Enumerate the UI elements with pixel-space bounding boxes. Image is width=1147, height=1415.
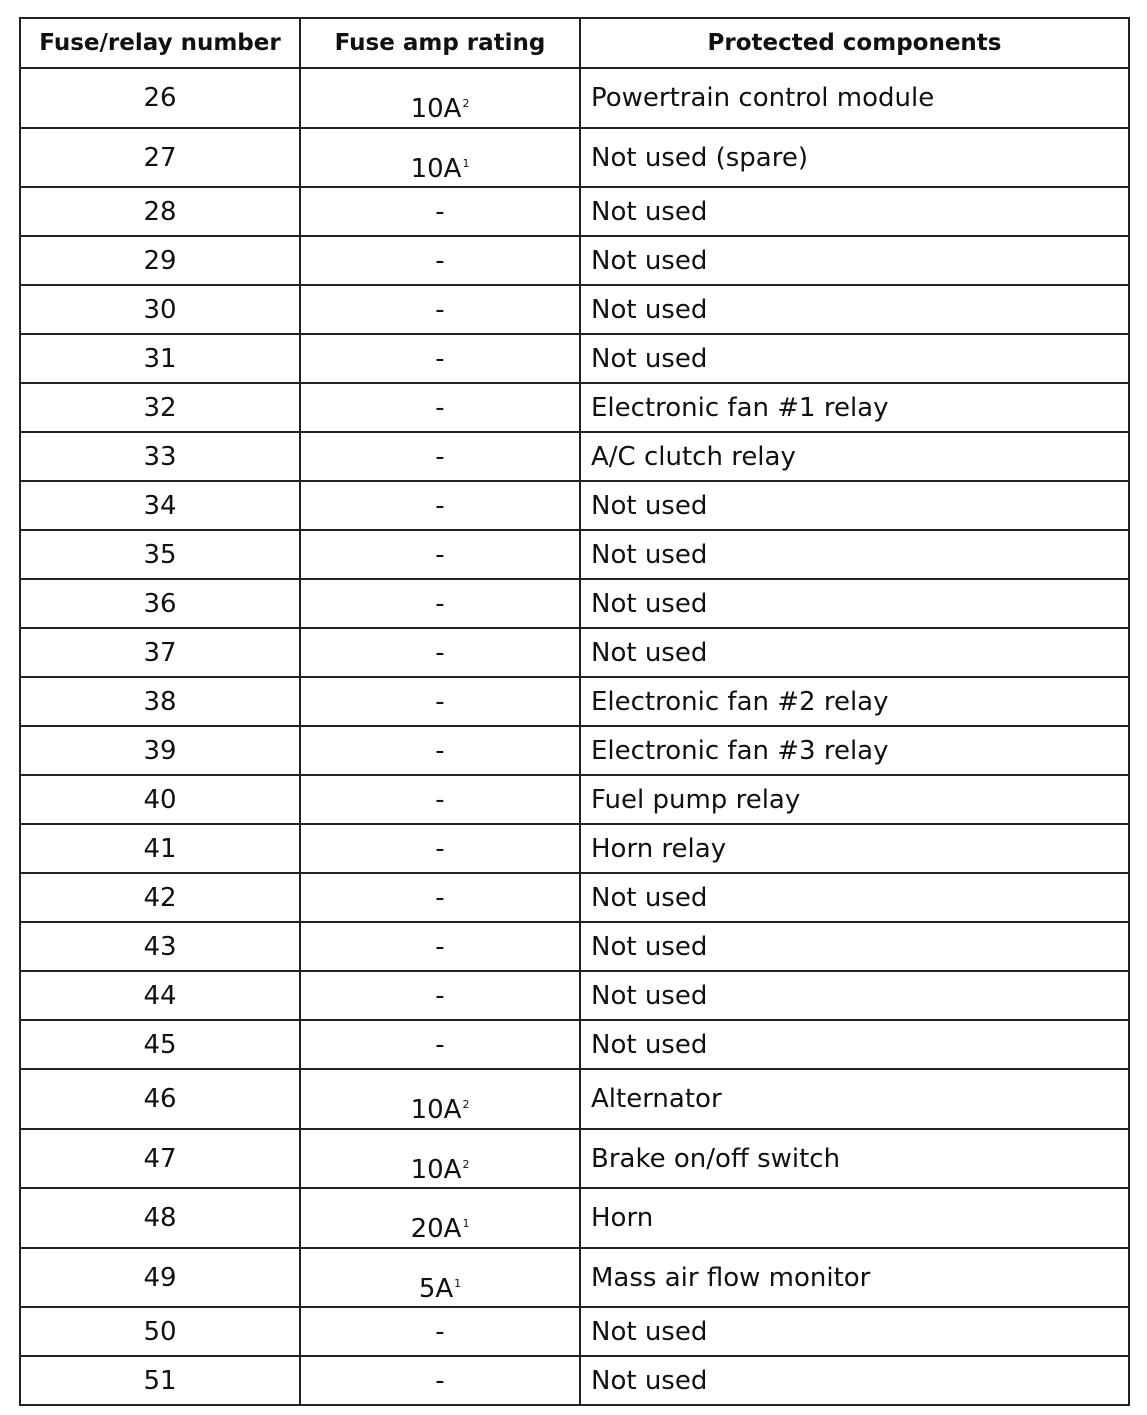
amp-rating-cell <box>300 971 580 1020</box>
amp-rating-cell <box>300 873 580 922</box>
table-row <box>20 824 1129 873</box>
fuse-number-cell: 50 <box>20 1307 300 1356</box>
footnote-marker: 2 <box>462 97 470 111</box>
protected-component-cell: Not used <box>580 922 1129 971</box>
amp-rating-cell <box>300 432 580 481</box>
header-fuse-amp-rating: Fuse amp rating <box>300 18 580 68</box>
protected-component-cell: Electronic fan #1 relay <box>580 383 1129 432</box>
protected-component-cell: Powertrain control module <box>580 68 1129 128</box>
protected-component-cell: Not used <box>580 285 1129 334</box>
fuse-number-cell: 36 <box>20 579 300 628</box>
table-row <box>20 726 1129 775</box>
fuse-number-cell: 26 <box>20 68 300 128</box>
protected-component-cell: Brake on/off switch <box>580 1129 1129 1189</box>
amp-rating-value: 10A <box>410 153 462 184</box>
amp-rating-cell <box>300 922 580 971</box>
amp-rating-value: - <box>435 637 445 668</box>
table-row <box>20 1356 1129 1405</box>
table-row <box>20 285 1129 334</box>
table-row <box>20 775 1129 824</box>
protected-component-cell: Not used <box>580 481 1129 530</box>
protected-component-cell: Not used <box>580 628 1129 677</box>
amp-rating-cell <box>300 383 580 432</box>
amp-rating-value: - <box>435 392 445 423</box>
protected-component-cell: Not used <box>580 530 1129 579</box>
amp-rating-cell <box>300 824 580 873</box>
header-row <box>20 18 1129 68</box>
amp-rating-value: - <box>435 245 445 276</box>
protected-component-cell: Not used <box>580 1356 1129 1405</box>
protected-component-cell: Not used (spare) <box>580 128 1129 188</box>
fuse-number-cell: 27 <box>20 128 300 188</box>
amp-rating-cell <box>300 1307 580 1356</box>
table-row <box>20 530 1129 579</box>
amp-rating-value: - <box>435 833 445 864</box>
header-fuse-relay-number: Fuse/relay number <box>20 18 300 68</box>
fuse-number-cell: 51 <box>20 1356 300 1405</box>
amp-rating-value: - <box>435 539 445 570</box>
amp-rating-cell <box>300 128 580 188</box>
protected-component-cell: Not used <box>580 334 1129 383</box>
protected-component-cell: Horn <box>580 1188 1129 1248</box>
amp-rating-value: 10A <box>410 1095 462 1125</box>
amp-rating-cell <box>300 187 580 236</box>
table-row <box>20 1129 1129 1189</box>
amp-rating-cell <box>300 677 580 726</box>
amp-rating-value: 20A <box>410 1214 462 1244</box>
amp-rating-cell <box>300 481 580 530</box>
fuse-number-cell: 37 <box>20 628 300 677</box>
amp-rating-cell <box>300 579 580 628</box>
amp-rating-cell <box>300 68 580 128</box>
table-row <box>20 1248 1129 1308</box>
footnote-marker: 1 <box>462 156 470 170</box>
protected-component-cell: Fuel pump relay <box>580 775 1129 824</box>
fuse-number-cell: 29 <box>20 236 300 285</box>
fuse-number-cell: 41 <box>20 824 300 873</box>
amp-rating-value: - <box>435 196 445 227</box>
amp-rating-cell <box>300 1020 580 1069</box>
amp-rating-value: - <box>435 490 445 521</box>
amp-rating-value: - <box>435 931 445 962</box>
table-row <box>20 236 1129 285</box>
amp-rating-value: - <box>435 1316 445 1347</box>
footnote-marker: 1 <box>462 1217 470 1231</box>
protected-component-cell: A/C clutch relay <box>580 432 1129 481</box>
table-row <box>20 334 1129 383</box>
amp-rating-cell <box>300 285 580 334</box>
protected-component-cell: Not used <box>580 1020 1129 1069</box>
table-row <box>20 1020 1129 1069</box>
amp-rating-cell <box>300 1356 580 1405</box>
amp-rating-cell <box>300 236 580 285</box>
table-row <box>20 383 1129 432</box>
amp-rating-value: 10A <box>410 94 462 124</box>
fuse-number-cell: 45 <box>20 1020 300 1069</box>
table-row <box>20 1188 1129 1248</box>
amp-rating-value: - <box>435 588 445 619</box>
fuse-number-cell: 30 <box>20 285 300 334</box>
fuse-number-cell: 44 <box>20 971 300 1020</box>
table-row <box>20 68 1129 128</box>
fuse-number-cell: 49 <box>20 1248 300 1308</box>
protected-component-cell: Not used <box>580 971 1129 1020</box>
fuse-number-cell: 34 <box>20 481 300 530</box>
fuse-number-cell: 47 <box>20 1129 300 1189</box>
table-row <box>20 579 1129 628</box>
header-protected-components: Protected components <box>580 18 1129 68</box>
table-row <box>20 628 1129 677</box>
fuse-number-cell: 38 <box>20 677 300 726</box>
amp-rating-value: - <box>435 882 445 913</box>
table-row <box>20 677 1129 726</box>
protected-component-cell: Not used <box>580 579 1129 628</box>
protected-component-cell: Electronic fan #2 relay <box>580 677 1129 726</box>
fuse-number-cell: 40 <box>20 775 300 824</box>
protected-component-cell: Not used <box>580 187 1129 236</box>
table-row <box>20 481 1129 530</box>
amp-rating-value: - <box>435 441 445 472</box>
protected-component-cell: Alternator <box>580 1069 1129 1129</box>
protected-component-cell: Mass air flow monitor <box>580 1248 1129 1308</box>
amp-rating-value: - <box>435 784 445 815</box>
amp-rating-cell <box>300 530 580 579</box>
amp-rating-cell <box>300 726 580 775</box>
table-body <box>20 68 1129 1405</box>
fuse-number-cell: 43 <box>20 922 300 971</box>
amp-rating-cell <box>300 628 580 677</box>
amp-rating-cell <box>300 1129 580 1189</box>
amp-rating-value: 5A <box>418 1273 454 1304</box>
protected-component-cell: Not used <box>580 1307 1129 1356</box>
amp-rating-value: - <box>435 1029 445 1060</box>
fuse-number-cell: 48 <box>20 1188 300 1248</box>
footnote-marker: 2 <box>462 1098 470 1112</box>
amp-rating-value: - <box>435 1365 445 1396</box>
amp-rating-value: - <box>435 980 445 1011</box>
table-row <box>20 971 1129 1020</box>
table-row <box>20 873 1129 922</box>
fuse-number-cell: 31 <box>20 334 300 383</box>
table-row <box>20 128 1129 188</box>
table-row <box>20 432 1129 481</box>
protected-component-cell: Not used <box>580 236 1129 285</box>
protected-component-cell: Electronic fan #3 relay <box>580 726 1129 775</box>
fuse-number-cell: 32 <box>20 383 300 432</box>
fuse-number-cell: 39 <box>20 726 300 775</box>
fuse-number-cell: 46 <box>20 1069 300 1129</box>
protected-component-cell: Not used <box>580 873 1129 922</box>
fuse-number-cell: 28 <box>20 187 300 236</box>
amp-rating-cell <box>300 1188 580 1248</box>
fuse-number-cell: 33 <box>20 432 300 481</box>
amp-rating-cell <box>300 334 580 383</box>
amp-rating-value: 10A <box>410 1154 462 1185</box>
table-header <box>20 18 1129 68</box>
table-row <box>20 1307 1129 1356</box>
protected-component-cell: Horn relay <box>580 824 1129 873</box>
table-row <box>20 922 1129 971</box>
footnote-marker: 2 <box>462 1157 470 1171</box>
amp-rating-cell <box>300 775 580 824</box>
amp-rating-cell <box>300 1248 580 1308</box>
fuse-relay-table <box>19 17 1130 1406</box>
amp-rating-value: - <box>435 686 445 717</box>
table-row <box>20 1069 1129 1129</box>
amp-rating-value: - <box>435 294 445 325</box>
amp-rating-value: - <box>435 735 445 766</box>
amp-rating-cell <box>300 1069 580 1129</box>
amp-rating-value: - <box>435 343 445 374</box>
fuse-number-cell: 42 <box>20 873 300 922</box>
table-row <box>20 187 1129 236</box>
footnote-marker: 1 <box>454 1276 462 1290</box>
fuse-number-cell: 35 <box>20 530 300 579</box>
